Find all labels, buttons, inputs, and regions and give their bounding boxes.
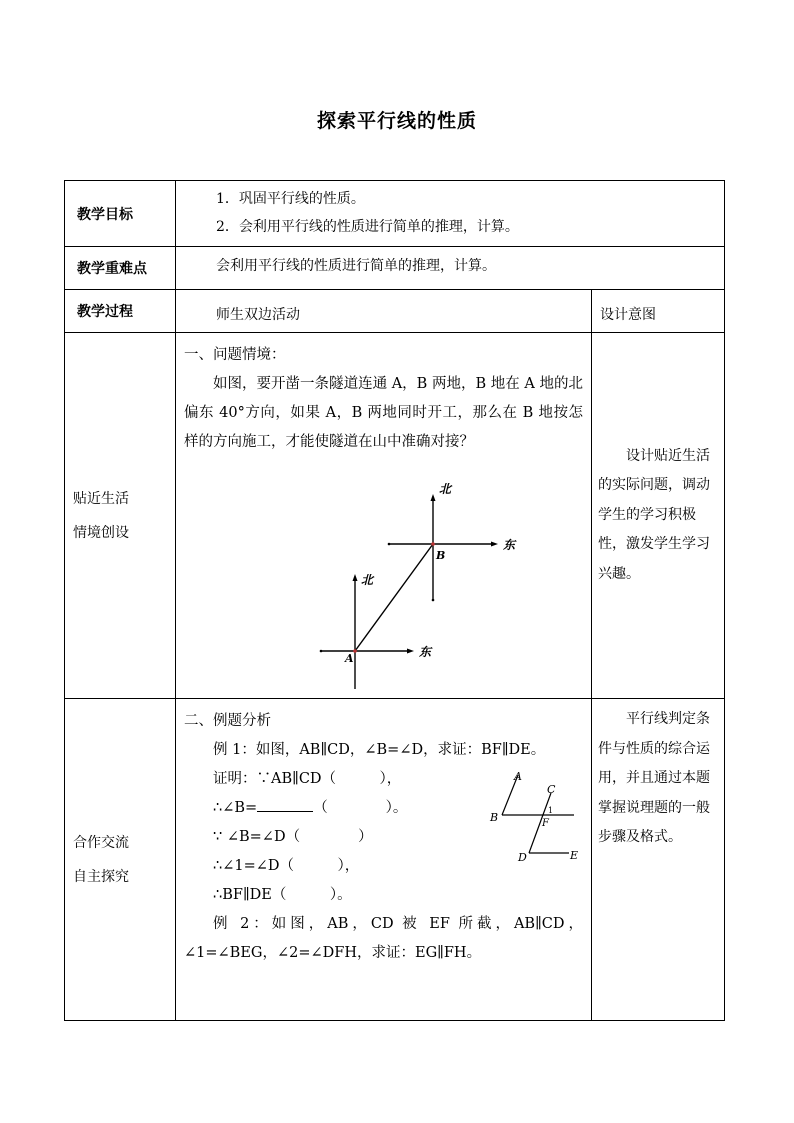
goal-item: 1．巩固平行线的性质。 xyxy=(216,191,365,207)
a-east-label: 东 xyxy=(419,645,432,659)
compass-figure xyxy=(184,463,584,693)
proof-line-4: ∴∠1=∠D（ ）， xyxy=(213,858,360,874)
section1-problem: 如图，要开凿一条隧道连通 A，B 两地，B 地在 A 地的北偏东 40°方向，如果 A，B 两地同时开工，那么在 B 地按怎样的方向施工，才能使隧道在山中准确对接？ xyxy=(184,376,583,450)
goal-item: 2．会利用平行线的性质进行简单的推理，计算。 xyxy=(216,219,519,235)
section2-label-line1: 合作交流 xyxy=(73,834,129,851)
b-point-label: B xyxy=(436,549,446,562)
goals-content xyxy=(176,181,725,247)
goals-label: 教学目标 xyxy=(65,181,176,247)
label-angle-1: 1 xyxy=(548,806,554,815)
a-east-arrow xyxy=(407,649,414,654)
label-c: C xyxy=(547,783,556,796)
b-north-label: 北 xyxy=(439,482,452,496)
proof-line-1: 证明：∵AB∥CD（ ）， xyxy=(213,771,402,787)
section1-row xyxy=(65,333,725,699)
answer-blank xyxy=(257,797,313,812)
process-label: 教学过程 xyxy=(65,290,176,333)
goals-row xyxy=(65,181,725,247)
difficulty-row xyxy=(65,247,725,290)
label-a: A xyxy=(514,770,522,783)
proof-line-2: ∴∠B= （ ）。 xyxy=(184,794,583,823)
proof-line-3: ∵ ∠B=∠D（ ） xyxy=(213,829,373,845)
design-header: 设计意图 xyxy=(592,290,725,333)
process-row xyxy=(65,290,725,333)
lesson-table xyxy=(64,180,725,1021)
section1-label xyxy=(65,333,176,699)
label-d: D xyxy=(518,851,527,864)
section1-heading: 一、问题情境： xyxy=(184,347,286,363)
page-title: 探索平行线的性质 xyxy=(316,110,477,132)
example2: 例 2：如图，AB，CD 被 EF 所截，AB∥CD，∠1=∠BEG，∠2=∠DFH，求证：EG∥FH。 xyxy=(184,916,583,961)
section1-label-line1: 贴近生活 xyxy=(73,490,129,507)
activity-header: 师生双边活动 xyxy=(176,290,592,333)
parallel-figure xyxy=(484,769,594,869)
difficulty-label: 教学重难点 xyxy=(65,247,176,290)
difficulty-text: 会利用平行线的性质进行简单的推理，计算。 xyxy=(176,247,725,290)
section1-label-line2: 情境创设 xyxy=(73,524,129,541)
section2-row xyxy=(65,699,725,1021)
tunnel-line xyxy=(355,544,433,651)
section1-content xyxy=(176,333,592,699)
b-east-label: 东 xyxy=(503,538,516,552)
label-e: E xyxy=(570,849,579,862)
section2-label xyxy=(65,699,176,1021)
section2-label-line2: 自主探究 xyxy=(73,868,129,885)
b-east-arrow xyxy=(491,542,498,547)
label-b: B xyxy=(490,811,499,824)
example1: 例 1：如图，AB∥CD，∠B=∠D，求证：BF∥DE。 xyxy=(213,742,546,758)
label-f: F xyxy=(542,818,549,829)
section1-design-note: 设计贴近生活的实际问题，调动学生的学习积极性，激发学生学习兴趣。 xyxy=(592,333,725,699)
a-north-arrow xyxy=(353,574,358,581)
proof-line-5: ∴BF∥DE（ ）。 xyxy=(213,887,352,903)
section2-design-note: 平行线判定条件与性质的综合运用，并且通过本题掌握说理题的一般步骤及格式。 xyxy=(592,699,725,1021)
a-north-label: 北 xyxy=(361,573,374,587)
section2-content xyxy=(176,699,592,1021)
section2-heading: 二、例题分析 xyxy=(184,713,271,729)
a-point-label: A xyxy=(345,652,354,665)
b-north-arrow xyxy=(431,494,436,501)
